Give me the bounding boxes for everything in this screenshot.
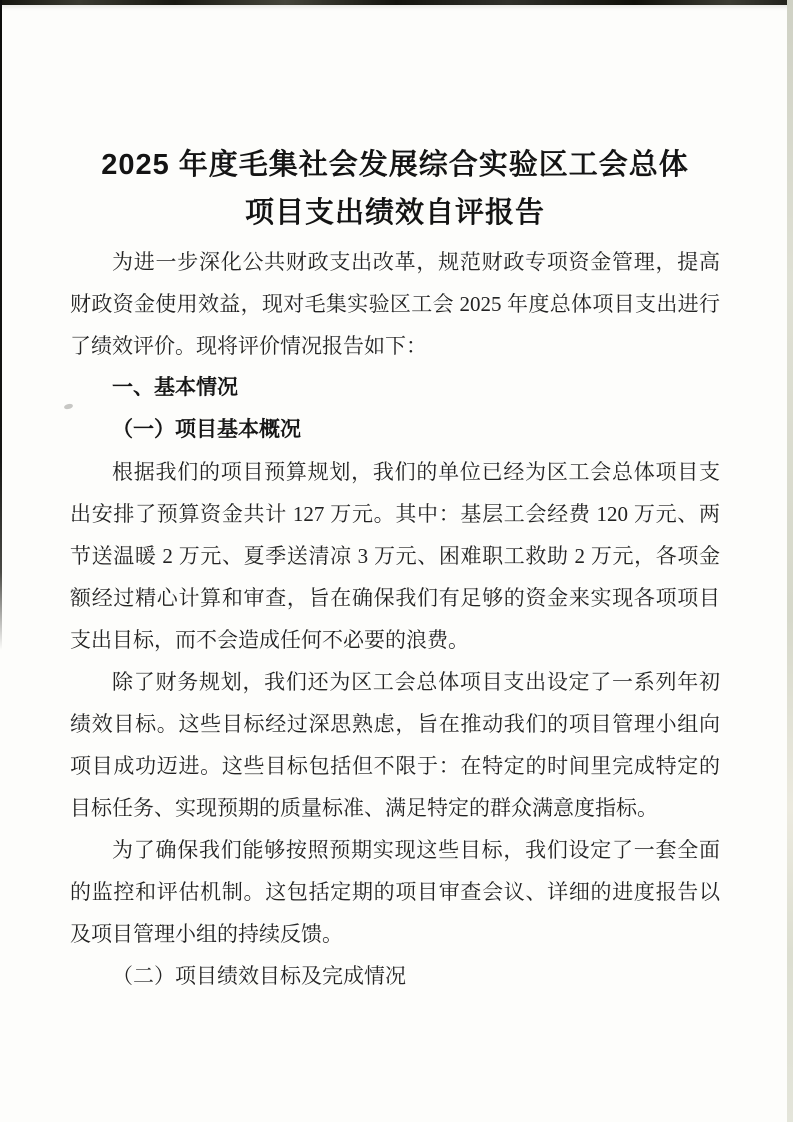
document-title (70, 141, 720, 237)
monitoring-mechanism-paragraph: 为了确保我们能够按照预期实现这些目标，我们设定了一套全面的监控和评估机制。这包括定期的项目审查会议、详细的进度报告以及项目管理小组的持续反馈。 (70, 838, 720, 946)
scan-edge-right-artifact (787, 0, 793, 1122)
scan-edge-top-artifact (0, 0, 793, 5)
scan-edge-left-artifact (0, 0, 2, 650)
section-1-heading: 一、基本情况 (112, 376, 238, 399)
document-title-line-2: 项目支出绩效自评报告 (244, 197, 545, 229)
subsection-1-1-heading: （一）项目基本概况 (112, 418, 301, 441)
budget-overview-paragraph: 根据我们的项目预算规划，我们的单位已经为区工会总体项目支出安排了预算资金共计 127 万元。其中：基层工会经费 120 万元、两节送温暖 2 万元、夏季送清凉 3 万元、困难职工救助 2 万元，各项金额经过精心计算和审查，旨在确保我们有足够的资金来实现各项项目支出目标，而不会造成任何不必要的浪费。 (70, 460, 720, 652)
document-title-line-1: 2025 年度毛集社会发展综合实验区工会总体 (101, 149, 689, 181)
subsection-1-2-heading: （二）项目绩效目标及完成情况 (112, 964, 406, 988)
intro-paragraph: 为进一步深化公共财政支出改革，规范财政专项资金管理，提高财政资金使用效益，现对毛集实验区工会 2025 年度总体项目支出进行了绩效评价。现将评价情况报告如下： (70, 250, 720, 358)
document-content (70, 141, 720, 997)
performance-goals-paragraph: 除了财务规划，我们还为区工会总体项目支出设定了一系列年初绩效目标。这些目标经过深思熟虑，旨在推动我们的项目管理小组向项目成功迈进。这些目标包括但不限于：在特定的时间里完成特定的目标任务、实现预期的质量标准、满足特定的群众满意度指标。 (70, 670, 720, 820)
